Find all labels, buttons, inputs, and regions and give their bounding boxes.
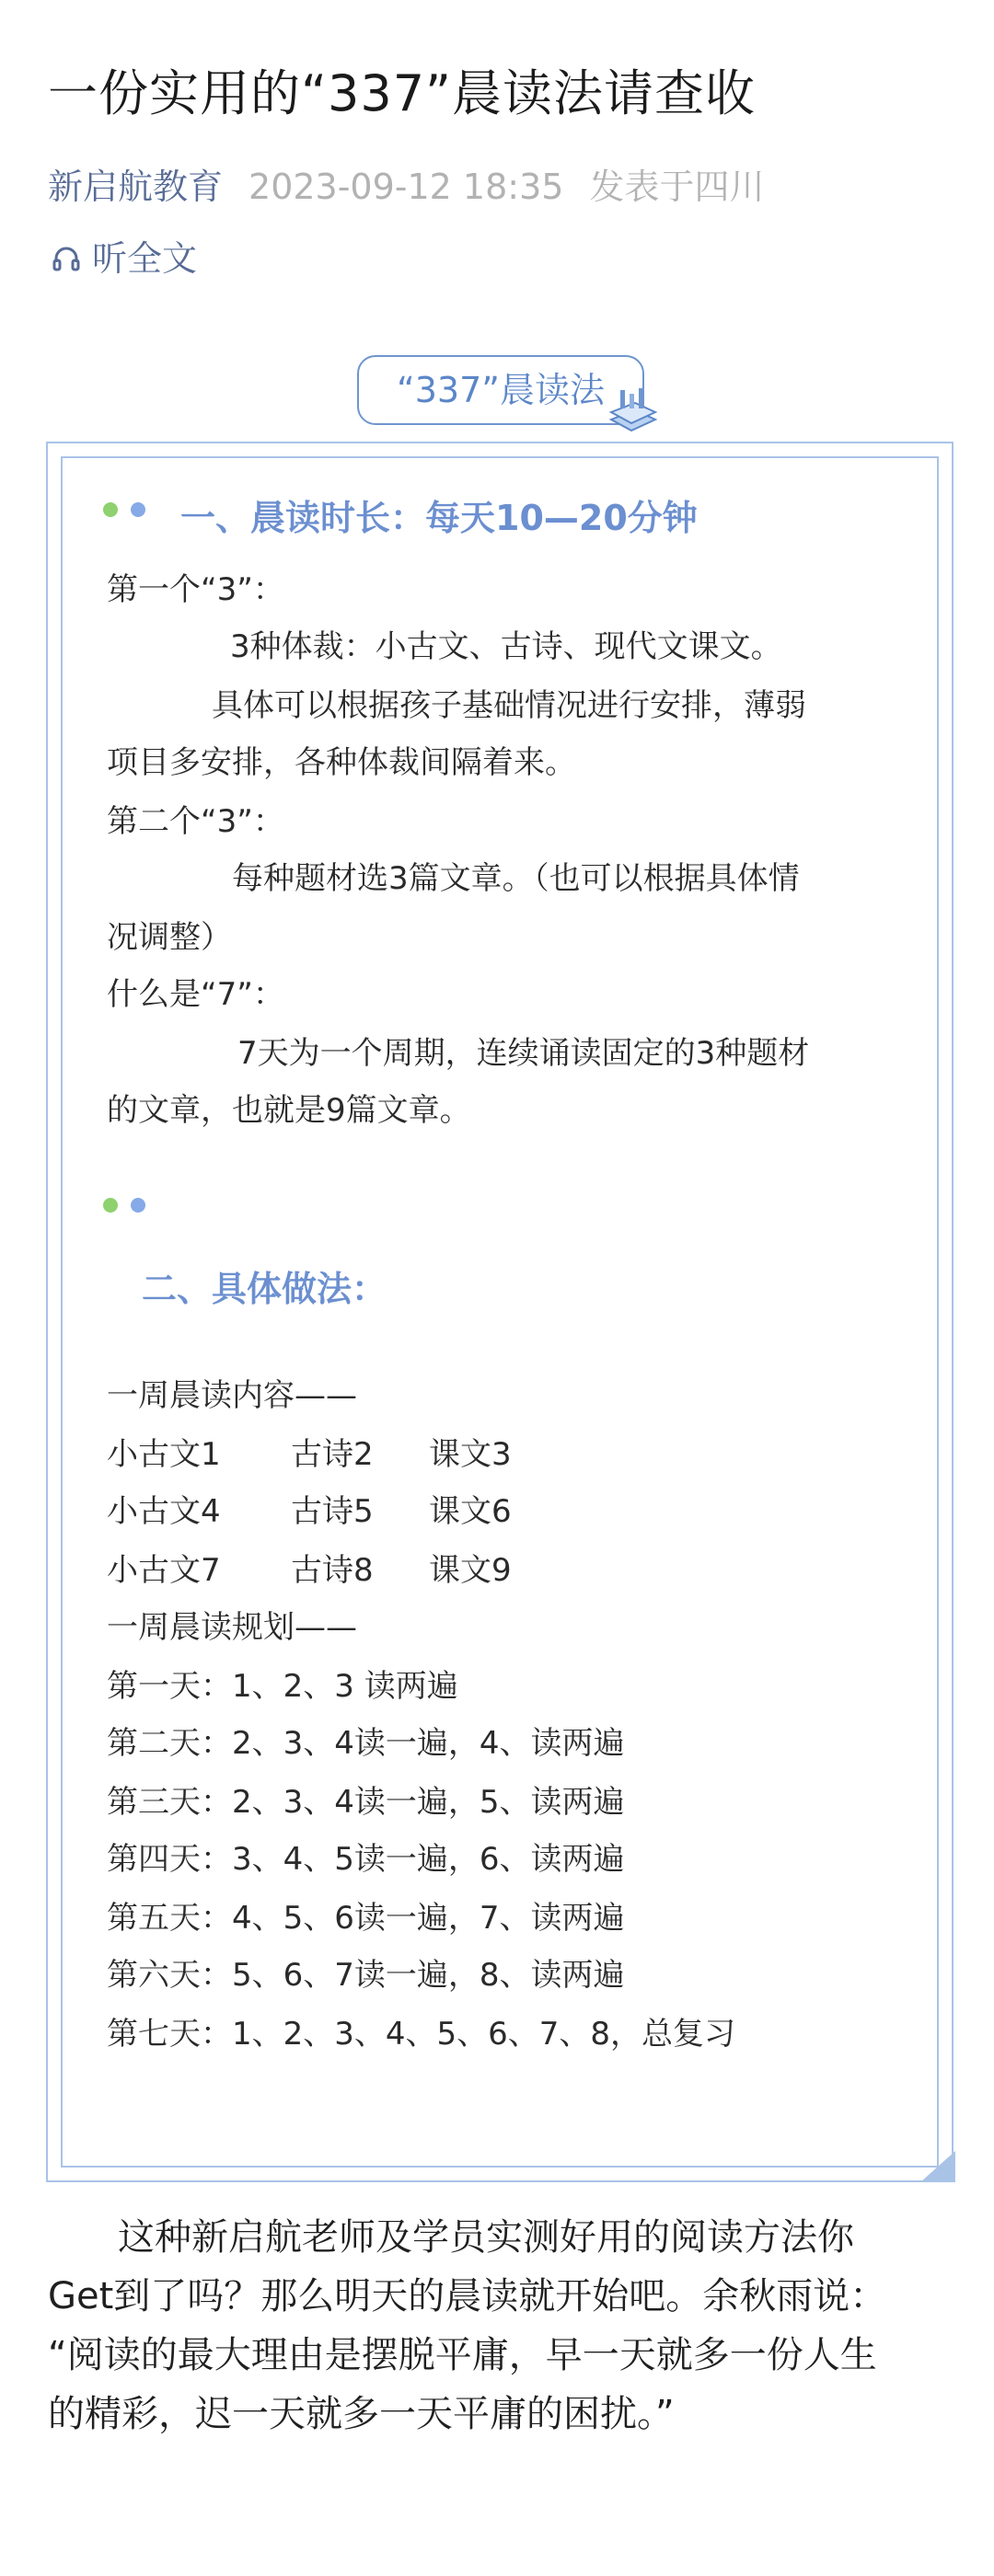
decor-dot-blue (131, 502, 145, 517)
text-line: 第二个“3”： (107, 803, 284, 840)
section2-heading: 二、具体做法： (142, 1269, 387, 1309)
text-line: 况调整） (107, 919, 232, 956)
article-title: 一份实用的“337”晨读法请查收 (48, 64, 757, 122)
plan-line: 第五天：4、5、6读一遍，7、读两遍 (107, 1900, 625, 1937)
table-cell: 古诗8 (291, 1552, 374, 1589)
table-cell: 小古文7 (107, 1552, 221, 1589)
section-badge: “337”晨读法 (357, 355, 644, 425)
decor-dot-green (103, 502, 118, 517)
text-line: 的文章，也就是9篇文章。 (107, 1092, 471, 1129)
plan-line: 第四天：3、4、5读一遍，6、读两遍 (107, 1841, 625, 1878)
section1-heading: 一、晨读时长：每天10—20分钟 (180, 498, 698, 538)
book-stack-icon (604, 386, 659, 438)
publish-location: 发表于四川 (589, 167, 765, 207)
table-cell: 课文3 (429, 1436, 512, 1473)
article-meta (48, 164, 764, 210)
corner-triangle-icon (920, 2151, 955, 2182)
plan-line: 第二天：2、3、4读一遍，4、读两遍 (107, 1725, 625, 1762)
closing-line: Get到了吗？那么明天的晨读就开始吧。余秋雨说： (48, 2275, 887, 2317)
listen-button[interactable] (52, 236, 197, 282)
closing-line: 的精彩，迟一天就多一天平庸的困扰。” (48, 2393, 675, 2435)
text-line: 3种体裁：小古文、古诗、现代文课文。 (230, 628, 782, 665)
content-title: 一周晨读内容—— (107, 1377, 357, 1414)
text-line: 每种题材选3篇文章。（也可以根据具体情 (232, 860, 800, 897)
table-cell: 小古文4 (107, 1493, 221, 1530)
text-line: 第一个“3”： (107, 571, 284, 608)
text-line: 项目多安排，各种体裁间隔着来。 (107, 744, 576, 781)
plan-line: 第六天：5、6、7读一遍，8、读两遍 (107, 1957, 625, 1994)
table-cell: 古诗5 (291, 1493, 374, 1530)
decor-dot-green (103, 1198, 118, 1213)
listen-label: 听全文 (92, 238, 198, 279)
author-link[interactable]: 新启航教育 (48, 167, 224, 207)
plan-title: 一周晨读规划—— (107, 1609, 357, 1646)
closing-line: 这种新启航老师及学员实测好用的阅读方法你 (118, 2216, 854, 2259)
text-line: 7天为一个周期，连续诵读固定的3种题材 (237, 1035, 810, 1072)
closing-line: “阅读的最大理由是摆脱平庸，早一天就多一份人生 (48, 2334, 877, 2376)
text-line: 什么是“7”： (107, 976, 284, 1013)
headphones-icon (52, 244, 81, 273)
publish-date: 2023-09-12 18:35 (248, 167, 564, 207)
text-line: 具体可以根据孩子基础情况进行安排，薄弱 (212, 687, 806, 724)
plan-line: 第一天：1、2、3 读两遍 (107, 1668, 458, 1705)
decor-dot-blue (131, 1198, 145, 1213)
table-cell: 小古文1 (107, 1436, 221, 1473)
closing-paragraph (48, 2208, 957, 2444)
plan-line: 第七天：1、2、3、4、5、6、7、8，总复习 (107, 2016, 736, 2053)
table-cell: 课文6 (429, 1493, 512, 1530)
plan-line: 第三天：2、3、4读一遍，5、读两遍 (107, 1784, 625, 1821)
table-cell: 古诗2 (291, 1436, 374, 1473)
table-cell: 课文9 (429, 1552, 512, 1589)
